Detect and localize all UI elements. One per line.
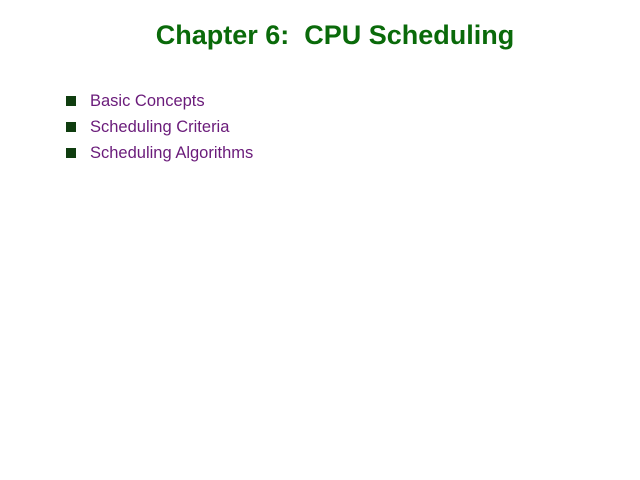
bullet-list [66,88,253,166]
bullet-text-scheduling-algorithms: Scheduling Algorithms [90,144,254,162]
square-bullet-icon [66,122,76,132]
slide-title: Chapter 6: CPU Scheduling [155,20,515,50]
list-item [66,140,253,166]
bullet-text-scheduling-criteria: Scheduling Criteria [90,118,230,136]
list-item [66,114,253,140]
list-item [66,88,253,114]
square-bullet-icon [66,96,76,106]
square-bullet-icon [66,148,76,158]
bullet-text-basic-concepts: Basic Concepts [90,92,205,110]
